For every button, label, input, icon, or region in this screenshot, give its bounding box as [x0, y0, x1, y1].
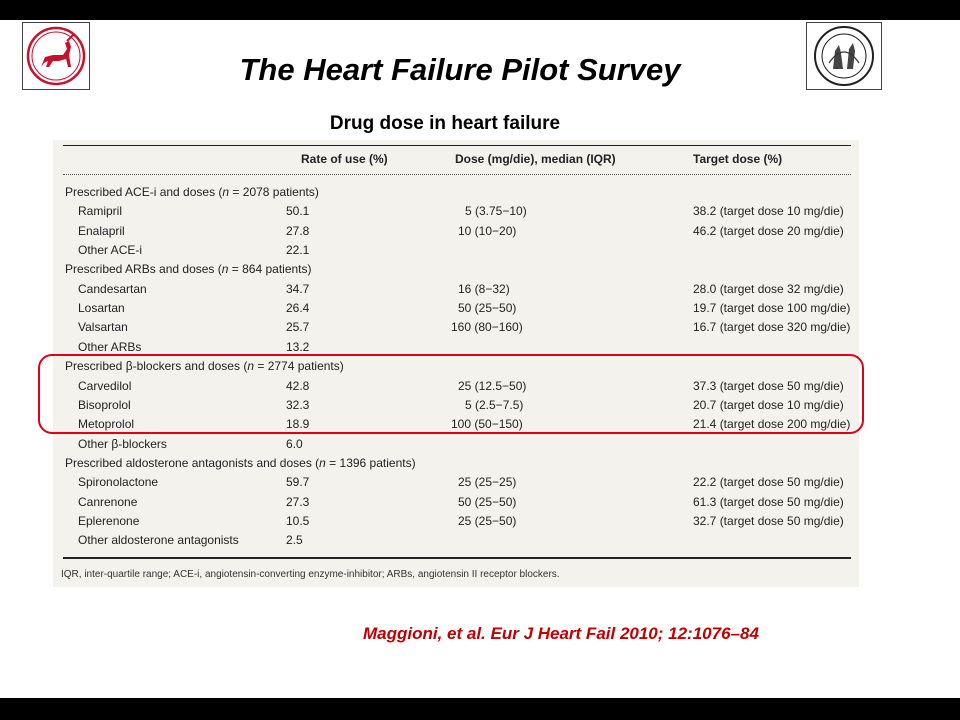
rate-value: 22.1: [286, 243, 310, 257]
drug-name: Enalapril: [78, 224, 125, 238]
drug-name: Spironolactone: [78, 475, 159, 489]
page-title: The Heart Failure Pilot Survey: [239, 52, 681, 87]
rate-value: 2.5: [286, 533, 303, 547]
table-bottom-rule: [63, 557, 851, 559]
rate-value: 42.8: [286, 379, 310, 393]
group-label: Prescribed aldosterone antagonists and doses (n = 1396 patients): [65, 456, 416, 470]
drug-name: Valsartan: [78, 320, 128, 334]
rate-value: 27.3: [286, 495, 310, 509]
dose-value: 25 (25−50): [458, 514, 517, 528]
header-target-dose: Target dose (%): [693, 152, 783, 166]
beta-blocker-highlight: [38, 354, 864, 434]
target-dose-value: 32.7 (target dose 50 mg/die): [693, 514, 844, 528]
rate-value: 32.3: [286, 398, 310, 412]
group-label: Prescribed β-blockers and doses (n = 2774 patients): [65, 359, 344, 373]
target-dose-value: 46.2 (target dose 20 mg/die): [693, 224, 844, 238]
dose-value: 50 (25−50): [458, 301, 517, 315]
group-label: Prescribed ARBs and doses (n = 864 patients): [65, 262, 312, 276]
rate-value: 6.0: [286, 437, 303, 451]
citation: Maggioni, et al. Eur J Heart Fail 2010; 12:1076–84: [363, 624, 759, 643]
target-dose-value: 37.3 (target dose 50 mg/die): [693, 379, 844, 393]
dose-value: 10 (10−20): [458, 224, 517, 238]
target-dose-value: 21.4 (target dose 200 mg/die): [693, 417, 851, 431]
rate-value: 25.7: [286, 320, 310, 334]
rate-value: 27.8: [286, 224, 310, 238]
rate-value: 13.2: [286, 340, 310, 354]
drug-name: Canrenone: [78, 495, 138, 509]
drug-name: Bisoprolol: [78, 398, 131, 412]
rate-value: 59.7: [286, 475, 310, 489]
group-label: Prescribed ACE-i and doses (n = 2078 patients): [65, 185, 319, 199]
drug-name: Candesartan: [78, 282, 147, 296]
dose-value: 5 (3.75−10): [465, 204, 527, 218]
table-footnote: IQR, inter-quartile range; ACE-i, angiotensin-converting enzyme-inhibitor; ARBs, angiotensin II receptor blockers.: [61, 569, 560, 580]
target-dose-value: 38.2 (target dose 10 mg/die): [693, 204, 844, 218]
drug-name: Other aldosterone antagonists: [78, 533, 239, 547]
target-dose-value: 20.7 (target dose 10 mg/die): [693, 398, 844, 412]
dose-value: 25 (25−25): [458, 475, 517, 489]
drug-name: Other ACE-i: [78, 243, 143, 257]
drug-name: Metoprolol: [78, 417, 135, 431]
rate-value: 34.7: [286, 282, 310, 296]
table-top-rule: [63, 145, 851, 146]
target-dose-value: 22.2 (target dose 50 mg/die): [693, 475, 844, 489]
drug-name: Carvedilol: [78, 379, 132, 393]
table-subtitle: Drug dose in heart failure: [329, 113, 561, 134]
header-dose: Dose (mg/die), median (IQR): [455, 152, 616, 166]
dose-value: 16 (8−32): [458, 282, 510, 296]
target-dose-value: 61.3 (target dose 50 mg/die): [693, 495, 844, 509]
header-rate-of-use: Rate of use (%): [301, 152, 388, 166]
dose-value: 50 (25−50): [458, 495, 517, 509]
drug-name: Losartan: [78, 301, 125, 315]
dose-value: 100 (50−150): [451, 417, 523, 431]
target-dose-value: 28.0 (target dose 32 mg/die): [693, 282, 844, 296]
rate-value: 18.9: [286, 417, 310, 431]
dose-value: 5 (2.5−7.5): [465, 398, 524, 412]
drug-name: Eplerenone: [78, 514, 140, 528]
rate-value: 50.1: [286, 204, 310, 218]
target-dose-value: 19.7 (target dose 100 mg/die): [693, 301, 851, 315]
drug-name: Other ARBs: [78, 340, 142, 354]
rate-value: 10.5: [286, 514, 310, 528]
target-dose-value: 16.7 (target dose 320 mg/die): [693, 320, 851, 334]
header-dotted-rule: [63, 174, 851, 175]
rate-value: 26.4: [286, 301, 310, 315]
drug-name: Other β-blockers: [78, 437, 167, 451]
drug-name: Ramipril: [78, 204, 123, 218]
dose-value: 25 (12.5−50): [458, 379, 527, 393]
dose-value: 160 (80−160): [451, 320, 523, 334]
